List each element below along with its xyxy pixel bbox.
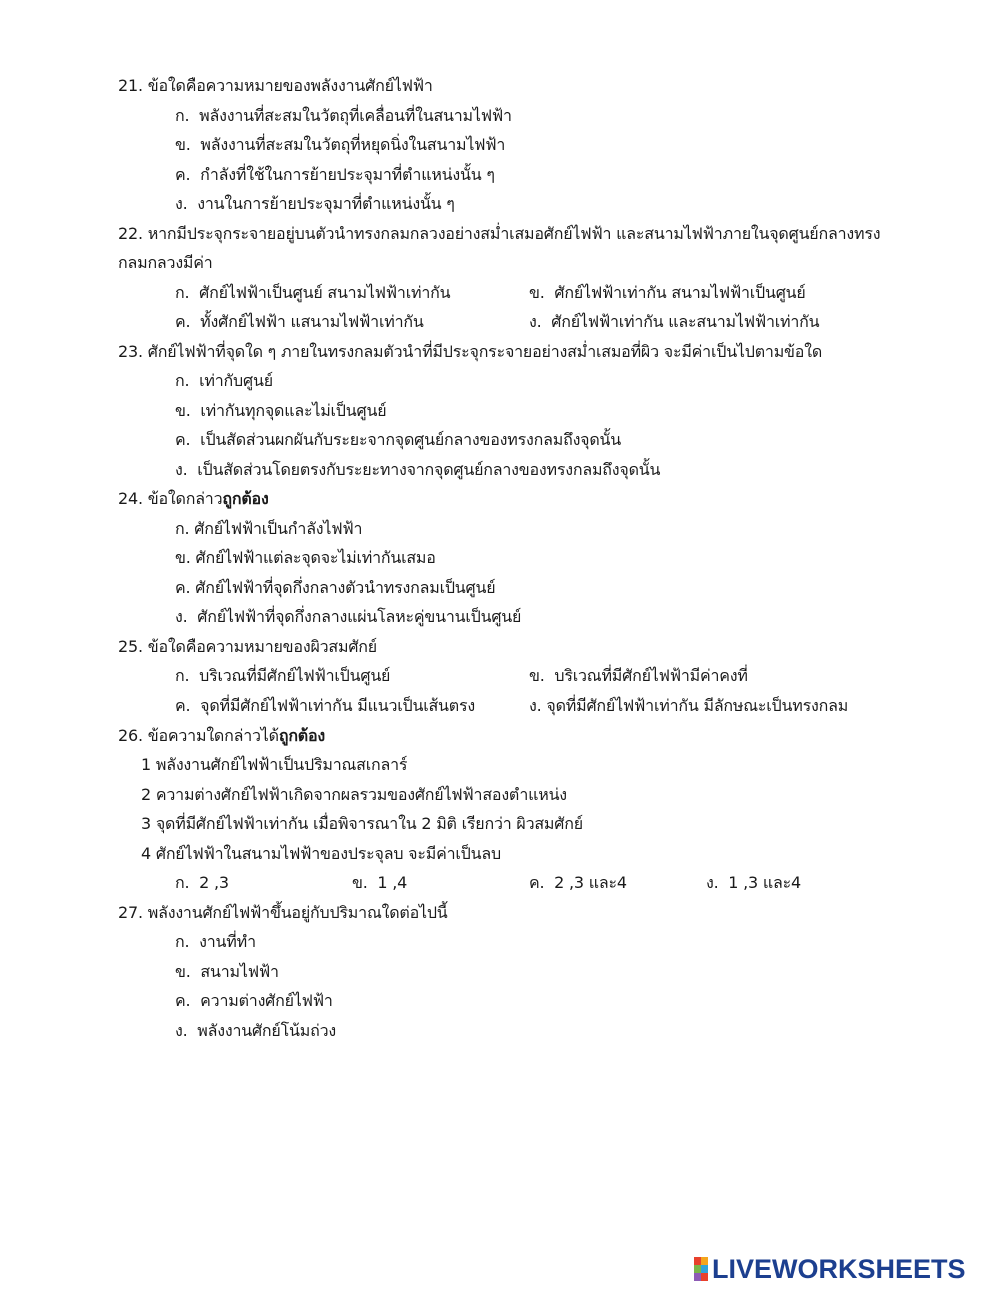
option-text: งานในการย้ายประจุมาที่ตำแหน่งนั้น ๆ [197, 194, 455, 213]
option-text: กำลังที่ใช้ในการย้ายประจุมาที่ตำแหน่งนั้น ๆ [200, 165, 495, 184]
question-24 [118, 488, 269, 510]
question-25-option-b[interactable] [529, 665, 748, 687]
option-text: ศักย์ไฟฟ้าเท่ากัน และสนามไฟฟ้าเท่ากัน [551, 312, 820, 331]
question-22-option-a[interactable] [175, 282, 450, 304]
question-24-option-c[interactable] [175, 577, 495, 599]
option-marker: ค. [175, 165, 191, 184]
question-text: ข้อใดคือความหมายของผิวสมศักย์ [147, 637, 377, 656]
question-text: หากมีประจุกระจายอยู่บนตัวนำทรงกลมกลวงอย่างสม่ำเสมอศักย์ไฟฟ้า และสนามไฟฟ้าภายในจุดศูนย์กลางทรง [147, 224, 881, 243]
option-text: เป็นสัดส่วนโดยตรงกับระยะทางจากจุดศูนย์กลางของทรงกลมถึงจุดนั้น [197, 460, 661, 479]
option-text: ทั้งศักย์ไฟฟ้า แสนามไฟฟ้าเท่ากัน [200, 312, 424, 331]
option-marker: ง. [175, 460, 188, 479]
option-marker: ข. [175, 401, 191, 420]
option-text: บริเวณที่มีศักย์ไฟฟ้าเป็นศูนย์ [199, 666, 391, 685]
question-21-option-d[interactable] [175, 193, 455, 215]
option-marker: ก. [175, 666, 190, 685]
option-marker: ก. [175, 106, 190, 125]
question-number: 23. [118, 342, 143, 361]
option-text: งานที่ทำ [199, 932, 256, 951]
question-number: 22. [118, 224, 143, 243]
option-marker: ข. [529, 283, 545, 302]
option-text: สนามไฟฟ้า [200, 962, 279, 981]
question-24-option-a[interactable] [175, 518, 362, 540]
option-marker: ข. [175, 135, 191, 154]
question-27-option-a[interactable] [175, 931, 256, 953]
option-text: 1 ,3 และ4 [728, 873, 801, 892]
question-emphasis: ถูกต้อง [278, 726, 326, 745]
option-marker: ค. [175, 991, 191, 1010]
question-27-option-d[interactable] [175, 1020, 336, 1042]
option-marker: ก. [175, 519, 190, 538]
option-marker: ง. [175, 1021, 188, 1040]
question-23-option-a[interactable] [175, 370, 273, 392]
option-marker: ก. [175, 371, 190, 390]
question-21 [118, 75, 433, 97]
question-text: กลมกลวงมีค่า [118, 253, 213, 272]
option-marker: ง. [175, 607, 188, 626]
option-text: พลังงานที่สะสมในวัตถุที่หยุดนิ่งในสนามไฟฟ้า [200, 135, 506, 154]
question-22 [118, 223, 880, 245]
question-26-option-a[interactable] [175, 872, 229, 894]
option-marker: ก. [175, 932, 190, 951]
question-text: ข้อใดคือความหมายของพลังงานศักย์ไฟฟ้า [147, 76, 433, 95]
option-text: 1 ,4 [377, 873, 408, 892]
question-26-statement-2: 2 ความต่างศักย์ไฟฟ้าเกิดจากผลรวมของศักย์ไฟฟ้าสองตำแหน่ง [141, 785, 567, 804]
option-text: ศักย์ไฟฟ้าเป็นศูนย์ สนามไฟฟ้าเท่ากัน [199, 283, 451, 302]
question-number: 25. [118, 637, 143, 656]
liveworksheets-logo-text: LIVEWORKSHEETS [712, 1254, 966, 1284]
question-22-option-d[interactable] [529, 311, 819, 333]
option-marker: ข. [352, 873, 368, 892]
option-marker: ค. [175, 312, 191, 331]
question-25-option-a[interactable] [175, 665, 390, 687]
question-text: พลังงานศักย์ไฟฟ้าขึ้นอยู่กับปริมาณใดต่อไปนี้ [147, 903, 448, 922]
option-text: ความต่างศักย์ไฟฟ้า [200, 991, 333, 1010]
question-23-option-c[interactable] [175, 429, 621, 451]
question-26-statement-1: 1 พลังงานศักย์ไฟฟ้าเป็นปริมาณสเกลาร์ [141, 755, 408, 774]
option-marker: ง. [706, 873, 719, 892]
question-26-statement-4: 4 ศักย์ไฟฟ้าในสนามไฟฟ้าของประจุลบ จะมีค่าเป็นลบ [141, 844, 501, 863]
question-text: ข้อความใดกล่าวได้ [147, 726, 279, 745]
question-26-option-b[interactable] [352, 872, 407, 894]
option-text: ศักย์ไฟฟ้าแต่ละจุดจะไม่เท่ากันเสมอ [195, 548, 436, 567]
option-text: ศักย์ไฟฟ้าเท่ากัน สนามไฟฟ้าเป็นศูนย์ [554, 283, 806, 302]
question-25 [118, 636, 377, 658]
question-22-continuation [118, 252, 213, 274]
option-marker: ก. [175, 873, 190, 892]
option-text: จุดที่มีศักย์ไฟฟ้าเท่ากัน มีแนวเป็นเส้นตรง [200, 696, 475, 715]
question-emphasis: ถูกต้อง [222, 489, 269, 508]
option-text: เท่ากับศูนย์ [199, 371, 273, 390]
option-text: พลังงานที่สะสมในวัตถุที่เคลื่อนที่ในสนามไฟฟ้า [199, 106, 512, 125]
question-text: ข้อใดกล่าว [147, 489, 223, 508]
option-text: เป็นสัดส่วนผกผันกับระยะจากจุดศูนย์กลางของทรงกลมถึงจุดนั้น [200, 430, 622, 449]
question-26-statement-3: 3 จุดที่มีศักย์ไฟฟ้าเท่ากัน เมื่อพิจารณาใน 2 มิติ เรียกว่า ผิวสมศักย์ [141, 814, 583, 833]
question-26-option-d[interactable] [706, 872, 801, 894]
question-number: 27. [118, 903, 143, 922]
option-text: 2 ,3 และ4 [554, 873, 627, 892]
question-27-option-b[interactable] [175, 961, 279, 983]
question-26 [118, 725, 325, 747]
question-26-option-c[interactable] [529, 872, 627, 894]
question-text: ศักย์ไฟฟ้าที่จุดใด ๆ ภายในทรงกลมตัวนำที่มีประจุกระจายอย่างสม่ำเสมอที่ผิว จะมีค่าเป็นไปตามข้อใด [147, 342, 823, 361]
question-number: 24. [118, 489, 143, 508]
liveworksheets-logo [694, 1255, 966, 1283]
option-text: ศักย์ไฟฟ้าเป็นกำลังไฟฟ้า [194, 519, 363, 538]
question-number: 21. [118, 76, 143, 95]
question-21-option-a[interactable] [175, 105, 512, 127]
question-25-option-c[interactable] [175, 695, 475, 717]
question-number: 26. [118, 726, 143, 745]
option-marker: ข. [175, 962, 191, 981]
option-marker: ง. [529, 696, 542, 715]
question-27-option-c[interactable] [175, 990, 333, 1012]
option-marker: ง. [529, 312, 542, 331]
liveworksheets-logo-icon [694, 1257, 708, 1281]
question-21-option-b[interactable] [175, 134, 505, 156]
question-24-option-b[interactable] [175, 547, 436, 569]
question-23-option-d[interactable] [175, 459, 660, 481]
option-text: บริเวณที่มีศักย์ไฟฟ้ามีค่าคงที่ [554, 666, 748, 685]
option-marker: ง. [175, 194, 188, 213]
option-text: พลังงานศักย์โน้มถ่วง [197, 1021, 336, 1040]
question-22-option-c[interactable] [175, 311, 424, 333]
option-marker: ค. [175, 578, 191, 597]
option-text: จุดที่มีศักย์ไฟฟ้าเท่ากัน มีลักษณะเป็นทรงกลม [546, 696, 849, 715]
question-21-option-c[interactable] [175, 164, 495, 186]
option-marker: ค. [529, 873, 545, 892]
question-27 [118, 902, 448, 924]
question-25-option-d[interactable] [529, 695, 848, 717]
question-22-option-b[interactable] [529, 282, 806, 304]
option-marker: ค. [175, 430, 191, 449]
option-text: ศักย์ไฟฟ้าที่จุดกึ่งกลางแผ่นโลหะคู่ขนานเป็นศูนย์ [197, 607, 522, 626]
option-marker: ข. [175, 548, 191, 567]
question-24-option-d[interactable] [175, 606, 521, 628]
option-marker: ก. [175, 283, 190, 302]
question-23-option-b[interactable] [175, 400, 386, 422]
question-23 [118, 341, 822, 363]
option-marker: ค. [175, 696, 191, 715]
option-marker: ข. [529, 666, 545, 685]
option-text: 2 ,3 [199, 873, 229, 892]
option-text: เท่ากันทุกจุดและไม่เป็นศูนย์ [200, 401, 387, 420]
option-text: ศักย์ไฟฟ้าที่จุดกึ่งกลางตัวนำทรงกลมเป็นศูนย์ [195, 578, 496, 597]
